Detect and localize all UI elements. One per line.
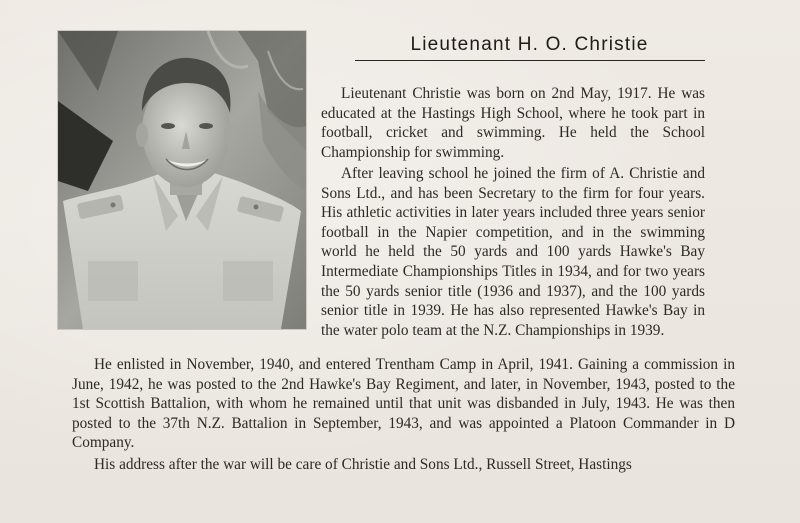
paragraph-address: His address after the war will be care of Christie and Sons Ltd., Russell Street, Hastings xyxy=(94,456,632,473)
portrait-photo xyxy=(58,31,306,329)
page-title: Lieutenant H. O. Christie xyxy=(410,34,649,55)
paragraph-birth-education: Lieutenant Christie was born on 2nd May, 1917. He was educated at the Hastings High School, where he took part in football, cricket and swimming. He held the School Championship for swimming. xyxy=(321,85,705,161)
paragraph-military-service: He enlisted in November, 1940, and entered Trentham Camp in April, 1941. Gaining a commission in June, 1942, he was posted to the 2nd Hawke's Bay Regiment, and later, in November, 1943, posted to the 1st Scottish Battalion, with whom he remained until that unit was disbanded in July, 1943. He was then posted to the 37th N.Z. Battalion in September, 1943, and was appointed a Platoon Commander in D Company. xyxy=(72,356,735,452)
portrait-photo-icon xyxy=(58,31,306,329)
title-underline xyxy=(355,60,705,61)
paragraph-career-athletics: After leaving school he joined the firm of A. Christie and Sons Ltd., and has been Secretary to the firm for four years. His athletic activities in later years included three years senior football in the Napier competition, and in the swimming world he held the 50 yards and 100 yards Hawke's Bay Intermediate Championships Titles in 1934, and for two years the 50 yards senior title (1936 and 1937), and the 100 yards senior title in 1939. He has also represented Hawke's Bay in the water polo team at the N.Z. Championships in 1939. xyxy=(321,165,705,339)
